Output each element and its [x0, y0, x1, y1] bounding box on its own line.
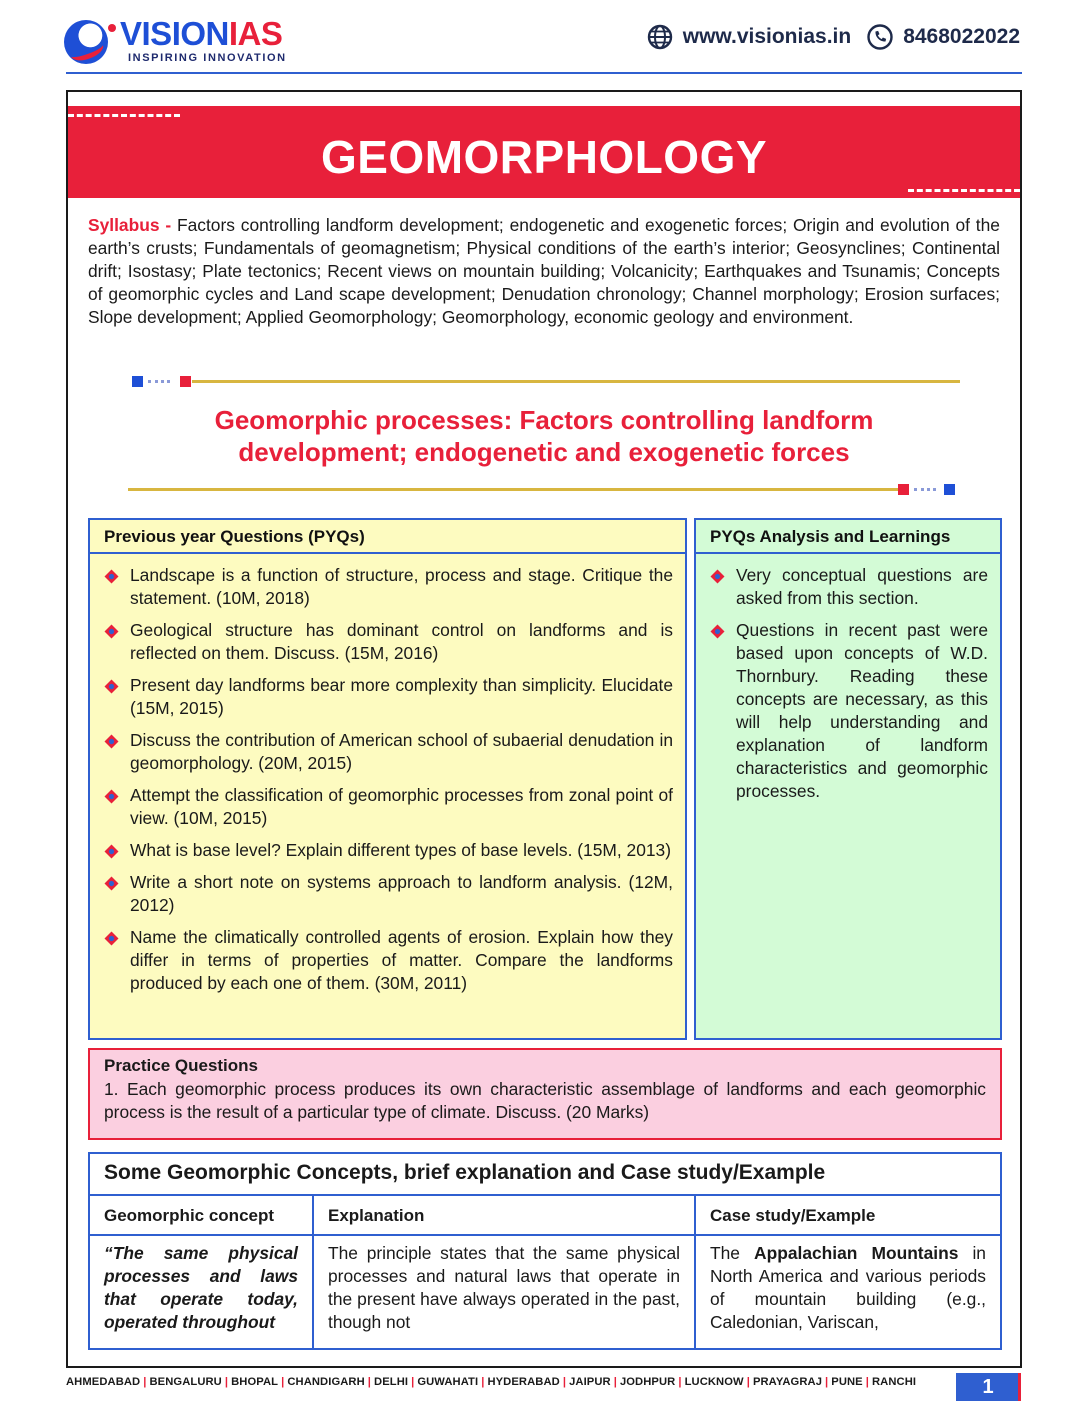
syllabus-paragraph	[88, 214, 1000, 329]
globe-icon	[647, 24, 673, 50]
city: LUCKNOW	[684, 1376, 744, 1388]
explanation-cell: The principle states that the same physical processes and natural laws that operate in the present have always operated in the past, though not	[314, 1236, 696, 1348]
diamond-bullet-icon	[104, 624, 119, 639]
diamond-bullet-icon	[104, 789, 119, 804]
practice-question: 1. Each geomorphic process produces its own characteristic assemblage of landforms and each geomorphic process is the result of a particular type of climate. Discuss. (20 Marks)	[104, 1079, 986, 1122]
pyq-item: Present day landforms bear more complexity than simplicity. Elucidate (15M, 2015)	[104, 674, 673, 720]
diamond-bullet-icon	[104, 569, 119, 584]
practice-heading: Practice Questions	[104, 1056, 259, 1075]
rule-square-blue	[132, 376, 143, 387]
analysis-box	[694, 518, 1002, 1040]
logo-accent: IAS	[228, 15, 283, 52]
analysis-item: Very conceptual questions are asked from this section.	[710, 564, 988, 610]
example-cell: The Appalachian Mountains in North America and various periods of mountain building (e.g., Caledonian, Variscan,	[710, 1243, 986, 1332]
section-rule-bottom	[128, 488, 898, 491]
city: CHANDIGARH	[287, 1376, 365, 1388]
section-rule-top	[192, 380, 960, 383]
column-header-example: Case study/Example	[710, 1206, 876, 1225]
footer-cities: AHMEDABAD | BENGALURU | BHOPAL | CHANDIGARH | DELHI | GUWAHATI | HYDERABAD | JAIPUR | JODHPUR | LUCKNOW | PRAYAGRAJ | PUNE | RANCHI	[66, 1376, 917, 1388]
analysis-heading: PYQs Analysis and Learnings	[696, 520, 1000, 554]
rule-square-dots	[148, 380, 170, 383]
page-number-accent	[1018, 1373, 1021, 1401]
banner-dash-bottom	[908, 189, 1020, 192]
city: JODHPUR	[619, 1376, 676, 1388]
city: PRAYAGRAJ	[752, 1376, 823, 1388]
phone-number[interactable]: 8468022022	[903, 25, 1020, 48]
contact-info	[647, 20, 1020, 54]
phone-icon	[867, 24, 893, 50]
diamond-bullet-icon	[104, 876, 119, 891]
concepts-header-row	[90, 1196, 1000, 1236]
column-header-explanation: Explanation	[314, 1196, 696, 1234]
pyq-item: What is base level? Explain different types of base levels. (15M, 2013)	[104, 839, 673, 862]
city: AHMEDABAD	[66, 1376, 141, 1388]
logo-name: VISION	[120, 15, 229, 52]
city: GUWAHATI	[417, 1376, 479, 1388]
logo-globe-mark	[64, 20, 108, 64]
pyq-item: Name the climatically controlled agents of erosion. Explain how they differ in terms of properties of matter. Compare the landforms produced by each one of them. (30M, 2011)	[104, 926, 673, 995]
website-link[interactable]: www.visionias.in	[682, 25, 852, 48]
pyq-heading: Previous year Questions (PYQs)	[90, 520, 685, 554]
city: RANCHI	[871, 1376, 917, 1388]
rule-square-blue-2	[944, 484, 955, 495]
concept-cell: “The same physical processes and laws that operate today, operated throughout	[90, 1236, 314, 1348]
pyq-box	[88, 518, 687, 1040]
page-title: GEOMORPHOLOGY	[320, 131, 768, 183]
concepts-title: Some Geomorphic Concepts, brief explanation and Case study/Example	[90, 1154, 1000, 1196]
concepts-table	[88, 1152, 1002, 1350]
page-number: 1	[956, 1373, 1020, 1401]
logo-wordmark	[120, 16, 282, 52]
city: PUNE	[831, 1376, 863, 1388]
city: BHOPAL	[231, 1376, 279, 1388]
logo-tagline: INSPIRING INNOVATION	[128, 52, 287, 64]
section-heading-line2: development; endogenetic and exogenetic forces	[238, 437, 850, 467]
header-divider	[66, 72, 1022, 74]
rule-square-dots-2	[914, 488, 936, 491]
pyq-list	[90, 554, 685, 995]
pyq-item: Geological structure has dominant control on landforms and is reflected on them. Discuss. (15M, 2016)	[104, 619, 673, 665]
visionias-logo[interactable]	[64, 14, 304, 64]
section-heading	[68, 404, 1020, 468]
table-row	[90, 1236, 1000, 1348]
diamond-bullet-icon	[104, 931, 119, 946]
diamond-bullet-icon	[710, 569, 725, 584]
example-emphasis: Appalachian Mountains	[754, 1243, 959, 1263]
analysis-list	[696, 554, 1000, 803]
banner-dash-top	[68, 114, 180, 117]
city: BENGALURU	[149, 1376, 222, 1388]
page-header	[0, 0, 1088, 74]
practice-box	[88, 1048, 1002, 1140]
column-header-concept: Geomorphic concept	[90, 1196, 314, 1234]
section-heading-line1: Geomorphic processes: Factors controlling landform	[214, 405, 874, 435]
syllabus-label: Syllabus -	[88, 215, 172, 235]
analysis-item: Questions in recent past were based upon concepts of W.D. Thornbury. Reading these concepts are necessary, as this will help understanding and explanation of landform characteristics and geomorphic processes.	[710, 619, 988, 803]
pyq-item: Write a short note on systems approach to landform analysis. (12M, 2012)	[104, 871, 673, 917]
diamond-bullet-icon	[104, 844, 119, 859]
logo-dot	[108, 24, 116, 32]
syllabus-text: Factors controlling landform development; endogenetic and exogenetic forces; Origin and evolution of the earth’s crusts; Fundamentals of geomagnetism; Physical conditions of the earth’s interior; Geosynclines; Continental drift; Isostasy; Plate tectonics; Recent views on mountain building; Volcanicity; Earthquakes and Tsunamis; Concepts of geomorphic cycles and Land scape development; Denudation chronology; Channel morphology; Erosion surfaces; Slope development; Applied Geomorphology; Geomorphology, economic geology and environment.	[88, 215, 1000, 327]
city: JAIPUR	[569, 1376, 611, 1388]
city: DELHI	[374, 1376, 409, 1388]
pyq-item: Landscape is a function of structure, process and stage. Critique the statement. (10M, 2018)	[104, 564, 673, 610]
rule-square-red-2	[898, 484, 909, 495]
diamond-bullet-icon	[104, 734, 119, 749]
diamond-bullet-icon	[710, 624, 725, 639]
diamond-bullet-icon	[104, 679, 119, 694]
title-banner	[68, 106, 1020, 198]
pyq-item: Discuss the contribution of American school of subaerial denudation in geomorphology. (20M, 2015)	[104, 729, 673, 775]
rule-square-red	[180, 376, 191, 387]
content-frame	[66, 90, 1022, 1368]
city: HYDERABAD	[487, 1376, 560, 1388]
pyq-item: Attempt the classification of geomorphic processes from zonal point of view. (10M, 2015)	[104, 784, 673, 830]
